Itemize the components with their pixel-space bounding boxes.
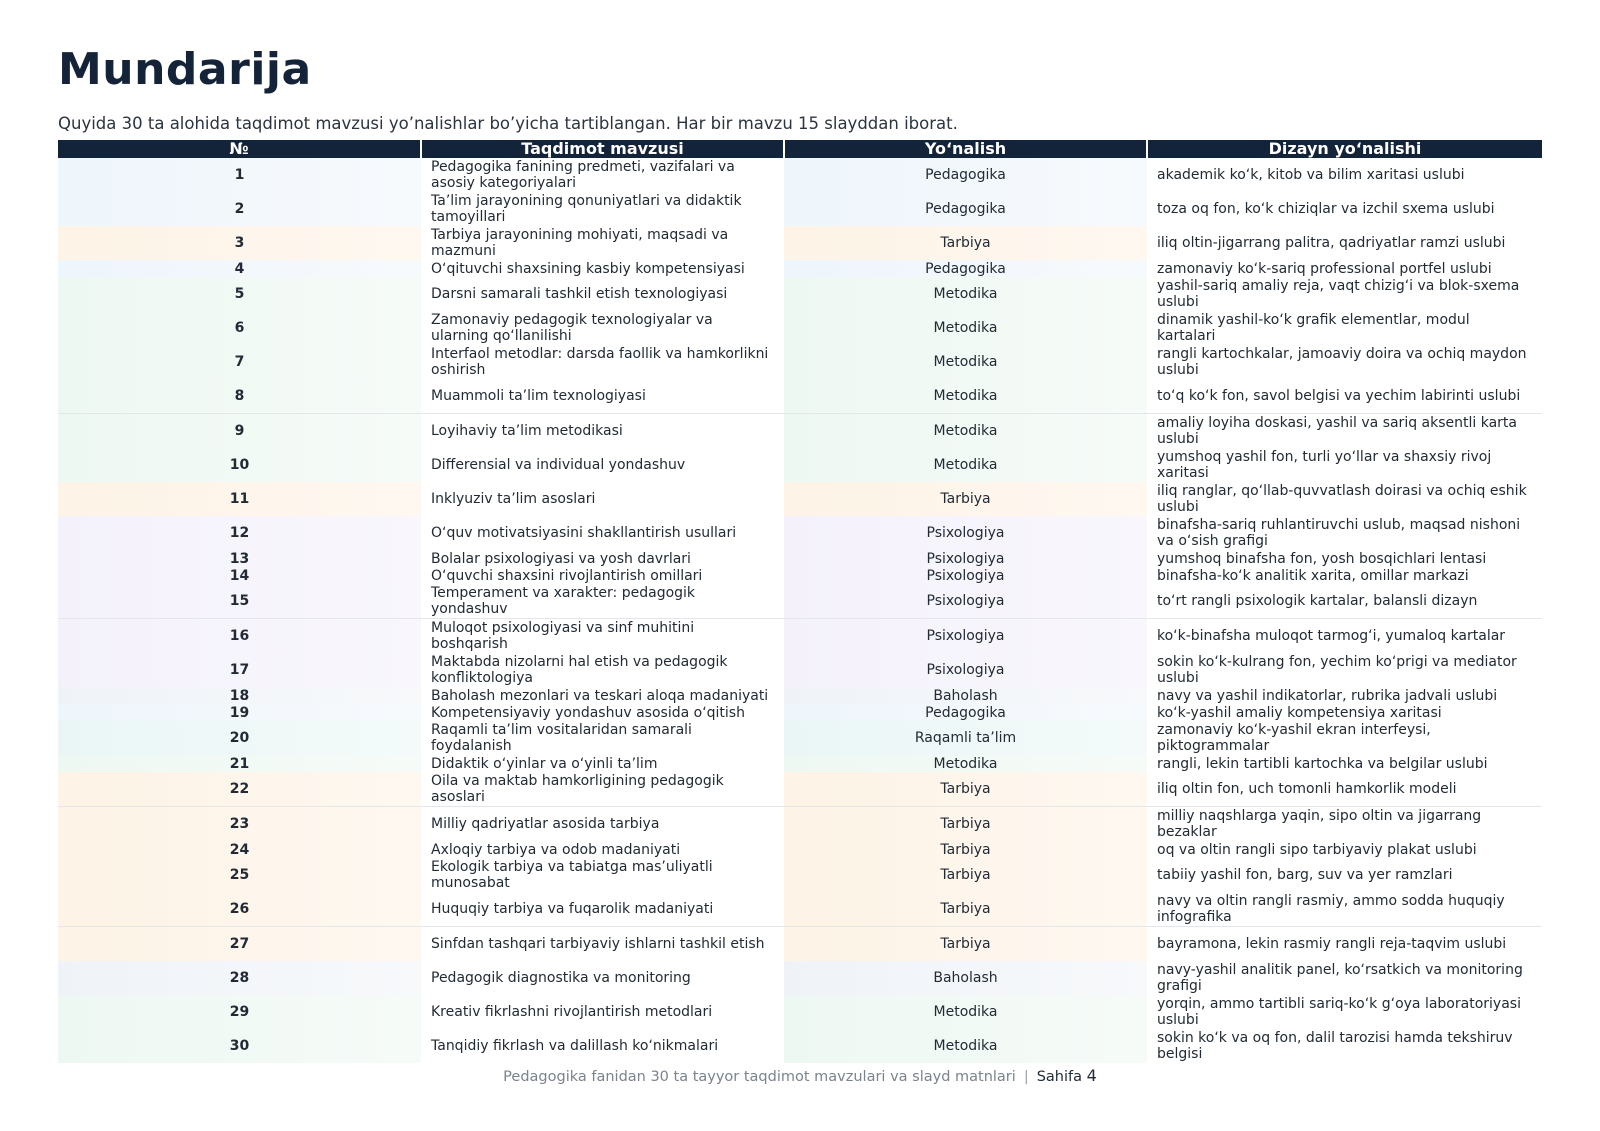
- row-topic: Inklyuziv ta’lim asoslari: [431, 491, 596, 507]
- table-body: [58, 158, 1542, 1063]
- row-number: 23: [58, 807, 421, 842]
- table-row: [58, 448, 1542, 482]
- row-design: zamonaviy ko‘k-yashil ekran interfeysi, piktogrammalar: [1157, 722, 1431, 754]
- row-design: yumshoq binafsha fon, yosh bosqichlari lentasi: [1157, 550, 1487, 567]
- row-direction: Tarbiya: [784, 226, 1147, 260]
- row-topic: Darsni samarali tashkil etish texnologiyasi: [431, 286, 728, 302]
- row-design: ko‘k-binafsha muloqot tarmog‘i, yumaloq kartalar: [1157, 628, 1506, 644]
- row-design: iliq oltin fon, uch tomonli hamkorlik modeli: [1147, 772, 1542, 807]
- table-row: [58, 687, 1542, 704]
- row-topic: Didaktik o‘yinlar va o‘yinli ta’lim: [431, 755, 658, 772]
- row-number: 8: [58, 379, 421, 414]
- row-design: binafsha-sariq ruhlantiruvchi uslub, maqsad nishoni va o‘sish grafigi: [1157, 517, 1521, 549]
- row-direction: Pedagogika: [784, 192, 1147, 226]
- table-row: [58, 414, 1542, 449]
- row-topic: Sinfdan tashqari tarbiyaviy ishlarni tashkil etish: [431, 936, 765, 952]
- row-number: 9: [58, 414, 421, 449]
- header-topic: Taqdimot mavzusi: [421, 140, 784, 158]
- row-design: to‘rt rangli psixologik kartalar, balansli dizayn: [1147, 584, 1542, 619]
- row-number: 26: [58, 892, 421, 927]
- row-topic: Pedagogika fanining predmeti, vazifalari va asosiy kategoriyalari: [431, 159, 735, 191]
- row-design: yumshoq yashil fon, turli yo‘llar va shaxsiy rivoj xaritasi: [1157, 449, 1492, 481]
- row-direction: Metodika: [784, 448, 1147, 482]
- table-row: [58, 482, 1542, 516]
- row-direction: Psixologiya: [784, 653, 1147, 687]
- row-direction: Metodika: [784, 345, 1147, 379]
- row-direction: Pedagogika: [784, 158, 1147, 192]
- row-topic: Raqamli ta’lim vositalaridan samarali foydalanish: [431, 722, 692, 754]
- row-number: 20: [58, 721, 421, 755]
- footer-page-number: 4: [1086, 1066, 1097, 1085]
- row-direction: Metodika: [784, 1029, 1147, 1063]
- table-row: [58, 584, 1542, 619]
- row-direction: Baholash: [784, 961, 1147, 995]
- row-direction: Tarbiya: [784, 841, 1147, 858]
- row-design: navy va oltin rangli rasmiy, ammo sodda huquqiy infografika: [1147, 892, 1542, 927]
- row-number: 29: [58, 995, 421, 1029]
- table-row: [58, 345, 1542, 379]
- row-topic: O‘quvchi shaxsini rivojlantirish omillari: [431, 567, 703, 584]
- table-row: [58, 158, 1542, 192]
- row-design: iliq ranglar, qo‘llab-quvvatlash doirasi va ochiq eshik uslubi: [1157, 483, 1527, 515]
- table-row: [58, 260, 1542, 277]
- row-design: yashil-sariq amaliy reja, vaqt chizig‘i va blok-sxema uslubi: [1157, 278, 1520, 310]
- row-design: iliq oltin-jigarrang palitra, qadriyatlar ramzi uslubi: [1157, 235, 1506, 251]
- row-number: 24: [58, 841, 421, 858]
- row-direction: Tarbiya: [784, 482, 1147, 516]
- table-row: [58, 550, 1542, 567]
- table-row: [58, 841, 1542, 858]
- row-design: to‘q ko‘k fon, savol belgisi va yechim labirinti uslubi: [1147, 379, 1542, 414]
- row-topic: Muammoli ta’lim texnologiyasi: [421, 379, 784, 414]
- table-row: [58, 772, 1542, 807]
- row-direction: Metodika: [784, 311, 1147, 345]
- table-row: [58, 277, 1542, 311]
- header-direction: Yo‘nalish: [784, 140, 1147, 158]
- row-topic: Kompetensiyaviy yondashuv asosida o‘qitish: [431, 704, 745, 721]
- row-design: sokin ko‘k-kulrang fon, yechim ko‘prigi va mediator uslubi: [1157, 654, 1517, 686]
- row-number: 18: [58, 687, 421, 704]
- table-row: [58, 755, 1542, 772]
- table-row: [58, 995, 1542, 1029]
- row-number: 7: [58, 345, 421, 379]
- contents-table: [58, 140, 1542, 1063]
- table-row: [58, 704, 1542, 721]
- header-design: Dizayn yo‘nalishi: [1147, 140, 1542, 158]
- row-design: yorqin, ammo tartibli sariq-ko‘k g‘oya laboratoriyasi uslubi: [1157, 996, 1521, 1028]
- row-design: sokin ko‘k va oq fon, dalil tarozisi hamda tekshiruv belgisi: [1157, 1030, 1513, 1062]
- row-direction: Tarbiya: [784, 927, 1147, 962]
- row-topic: Ta’lim jarayonining qonuniyatlari va didaktik tamoyillari: [431, 193, 742, 225]
- table-header-row: [58, 140, 1542, 158]
- row-topic: Oila va maktab hamkorligining pedagogik asoslari: [421, 772, 784, 807]
- table-row: [58, 619, 1542, 654]
- row-design: milliy naqshlarga yaqin, sipo oltin va jigarrang bezaklar: [1157, 808, 1482, 840]
- row-direction: Psixologiya: [784, 584, 1147, 619]
- row-direction: Tarbiya: [784, 807, 1147, 842]
- row-direction: Psixologiya: [784, 550, 1147, 567]
- row-direction: Metodika: [784, 379, 1147, 414]
- row-number: 22: [58, 772, 421, 807]
- row-number: 13: [58, 550, 421, 567]
- row-direction: Tarbiya: [784, 772, 1147, 807]
- row-direction: Tarbiya: [784, 892, 1147, 927]
- row-topic: Muloqot psixologiyasi va sinf muhitini boshqarish: [431, 620, 695, 652]
- row-design: binafsha-ko‘k analitik xarita, omillar markazi: [1157, 567, 1469, 584]
- table-row: [58, 567, 1542, 584]
- row-number: 14: [58, 567, 421, 584]
- table-row: [58, 858, 1542, 892]
- row-topic: Temperament va xarakter: pedagogik yondashuv: [421, 584, 784, 619]
- table-row: [58, 226, 1542, 260]
- table-row: [58, 653, 1542, 687]
- row-direction: Psixologiya: [784, 567, 1147, 584]
- row-topic: Interfaol metodlar: darsda faollik va hamkorlikni oshirish: [431, 346, 769, 378]
- row-topic: O‘quv motivatsiyasini shakllantirish usullari: [431, 525, 737, 541]
- table-row: [58, 516, 1542, 550]
- row-design: bayramona, lekin rasmiy rangli reja-taqvim uslubi: [1157, 936, 1507, 952]
- row-topic: Ekologik tarbiya va tabiatga mas’uliyatli munosabat: [431, 859, 713, 891]
- table-row: [58, 379, 1542, 414]
- footer-page-label: Sahifa: [1036, 1069, 1083, 1085]
- row-topic: O‘qituvchi shaxsining kasbiy kompetensiyasi: [431, 260, 745, 277]
- row-number: 11: [58, 482, 421, 516]
- row-topic: Axloqiy tarbiya va odob madaniyati: [431, 841, 681, 858]
- row-number: 21: [58, 755, 421, 772]
- row-number: 19: [58, 704, 421, 721]
- row-number: 15: [58, 584, 421, 619]
- table-row: [58, 961, 1542, 995]
- row-design: rangli kartochkalar, jamoaviy doira va ochiq maydon uslubi: [1157, 346, 1527, 378]
- row-number: 10: [58, 448, 421, 482]
- row-number: 27: [58, 927, 421, 962]
- row-direction: Psixologiya: [784, 619, 1147, 654]
- row-topic: Differensial va individual yondashuv: [431, 457, 686, 473]
- row-number: 25: [58, 858, 421, 892]
- footer-text: Pedagogika fanidan 30 ta tayyor taqdimot mavzulari va slayd matnlari: [503, 1069, 1016, 1085]
- row-topic: Kreativ fikrlashni rivojlantirish metodlari: [431, 1004, 713, 1020]
- row-design: akademik ko‘k, kitob va bilim xaritasi uslubi: [1157, 167, 1465, 183]
- row-direction: Baholash: [784, 687, 1147, 704]
- row-design: amaliy loyiha doskasi, yashil va sariq aksentli karta uslubi: [1157, 415, 1517, 447]
- page-footer: [0, 1066, 1600, 1085]
- row-topic: Maktabda nizolarni hal etish va pedagogik konfliktologiya: [431, 654, 728, 686]
- row-number: 3: [58, 226, 421, 260]
- row-direction: Metodika: [784, 995, 1147, 1029]
- table-row: [58, 807, 1542, 842]
- row-direction: Raqamli ta’lim: [784, 721, 1147, 755]
- row-topic: Bolalar psixologiyasi va yosh davrlari: [431, 550, 691, 567]
- page-title: Mundarija: [58, 44, 312, 95]
- row-topic: Pedagogik diagnostika va monitoring: [431, 970, 691, 986]
- table-row: [58, 721, 1542, 755]
- row-topic: Tanqidiy fikrlash va dalillash ko‘nikmalari: [431, 1038, 719, 1054]
- row-number: 16: [58, 619, 421, 654]
- header-number: №: [58, 140, 421, 158]
- footer-separator: |: [1023, 1069, 1029, 1085]
- row-design: tabiiy yashil fon, barg, suv va yer ramzlari: [1157, 867, 1453, 883]
- row-design: zamonaviy ko‘k-sariq professional portfel uslubi: [1157, 260, 1492, 277]
- row-design: toza oq fon, ko‘k chiziqlar va izchil sxema uslubi: [1157, 201, 1495, 217]
- row-number: 28: [58, 961, 421, 995]
- row-design: navy va yashil indikatorlar, rubrika jadvali uslubi: [1157, 687, 1498, 704]
- table-row: [58, 927, 1542, 962]
- row-number: 4: [58, 260, 421, 277]
- row-topic: Milliy qadriyatlar asosida tarbiya: [431, 816, 660, 832]
- table-row: [58, 192, 1542, 226]
- row-number: 1: [58, 158, 421, 192]
- row-number: 30: [58, 1029, 421, 1063]
- row-design: oq va oltin rangli sipo tarbiyaviy plakat uslubi: [1157, 841, 1477, 858]
- row-number: 2: [58, 192, 421, 226]
- table-row: [58, 1029, 1542, 1063]
- row-number: 5: [58, 277, 421, 311]
- intro-text: Quyida 30 ta alohida taqdimot mavzusi yo’nalishlar bo’yicha tartiblangan. Har bir mavzu 15 slayddan iborat.: [58, 114, 958, 133]
- row-number: 6: [58, 311, 421, 345]
- row-topic: Loyihaviy ta’lim metodikasi: [431, 423, 623, 439]
- row-direction: Pedagogika: [784, 704, 1147, 721]
- row-direction: Metodika: [784, 277, 1147, 311]
- row-direction: Metodika: [784, 755, 1147, 772]
- row-topic: Tarbiya jarayonining mohiyati, maqsadi va mazmuni: [431, 227, 729, 259]
- row-direction: Psixologiya: [784, 516, 1147, 550]
- row-number: 17: [58, 653, 421, 687]
- row-design: navy-yashil analitik panel, ko‘rsatkich va monitoring grafigi: [1157, 962, 1523, 994]
- row-topic: Huquqiy tarbiya va fuqarolik madaniyati: [421, 892, 784, 927]
- table-row: [58, 311, 1542, 345]
- row-design: dinamik yashil-ko‘k grafik elementlar, modul kartalari: [1157, 312, 1470, 344]
- row-design: rangli, lekin tartibli kartochka va belgilar uslubi: [1157, 755, 1488, 772]
- row-number: 12: [58, 516, 421, 550]
- row-direction: Pedagogika: [784, 260, 1147, 277]
- row-design: ko‘k-yashil amaliy kompetensiya xaritasi: [1157, 704, 1442, 721]
- row-topic: Zamonaviy pedagogik texnologiyalar va ularning qo‘llanilishi: [431, 312, 713, 344]
- row-topic: Baholash mezonlari va teskari aloqa madaniyati: [431, 687, 769, 704]
- row-direction: Tarbiya: [784, 858, 1147, 892]
- table-row: [58, 892, 1542, 927]
- row-direction: Metodika: [784, 414, 1147, 449]
